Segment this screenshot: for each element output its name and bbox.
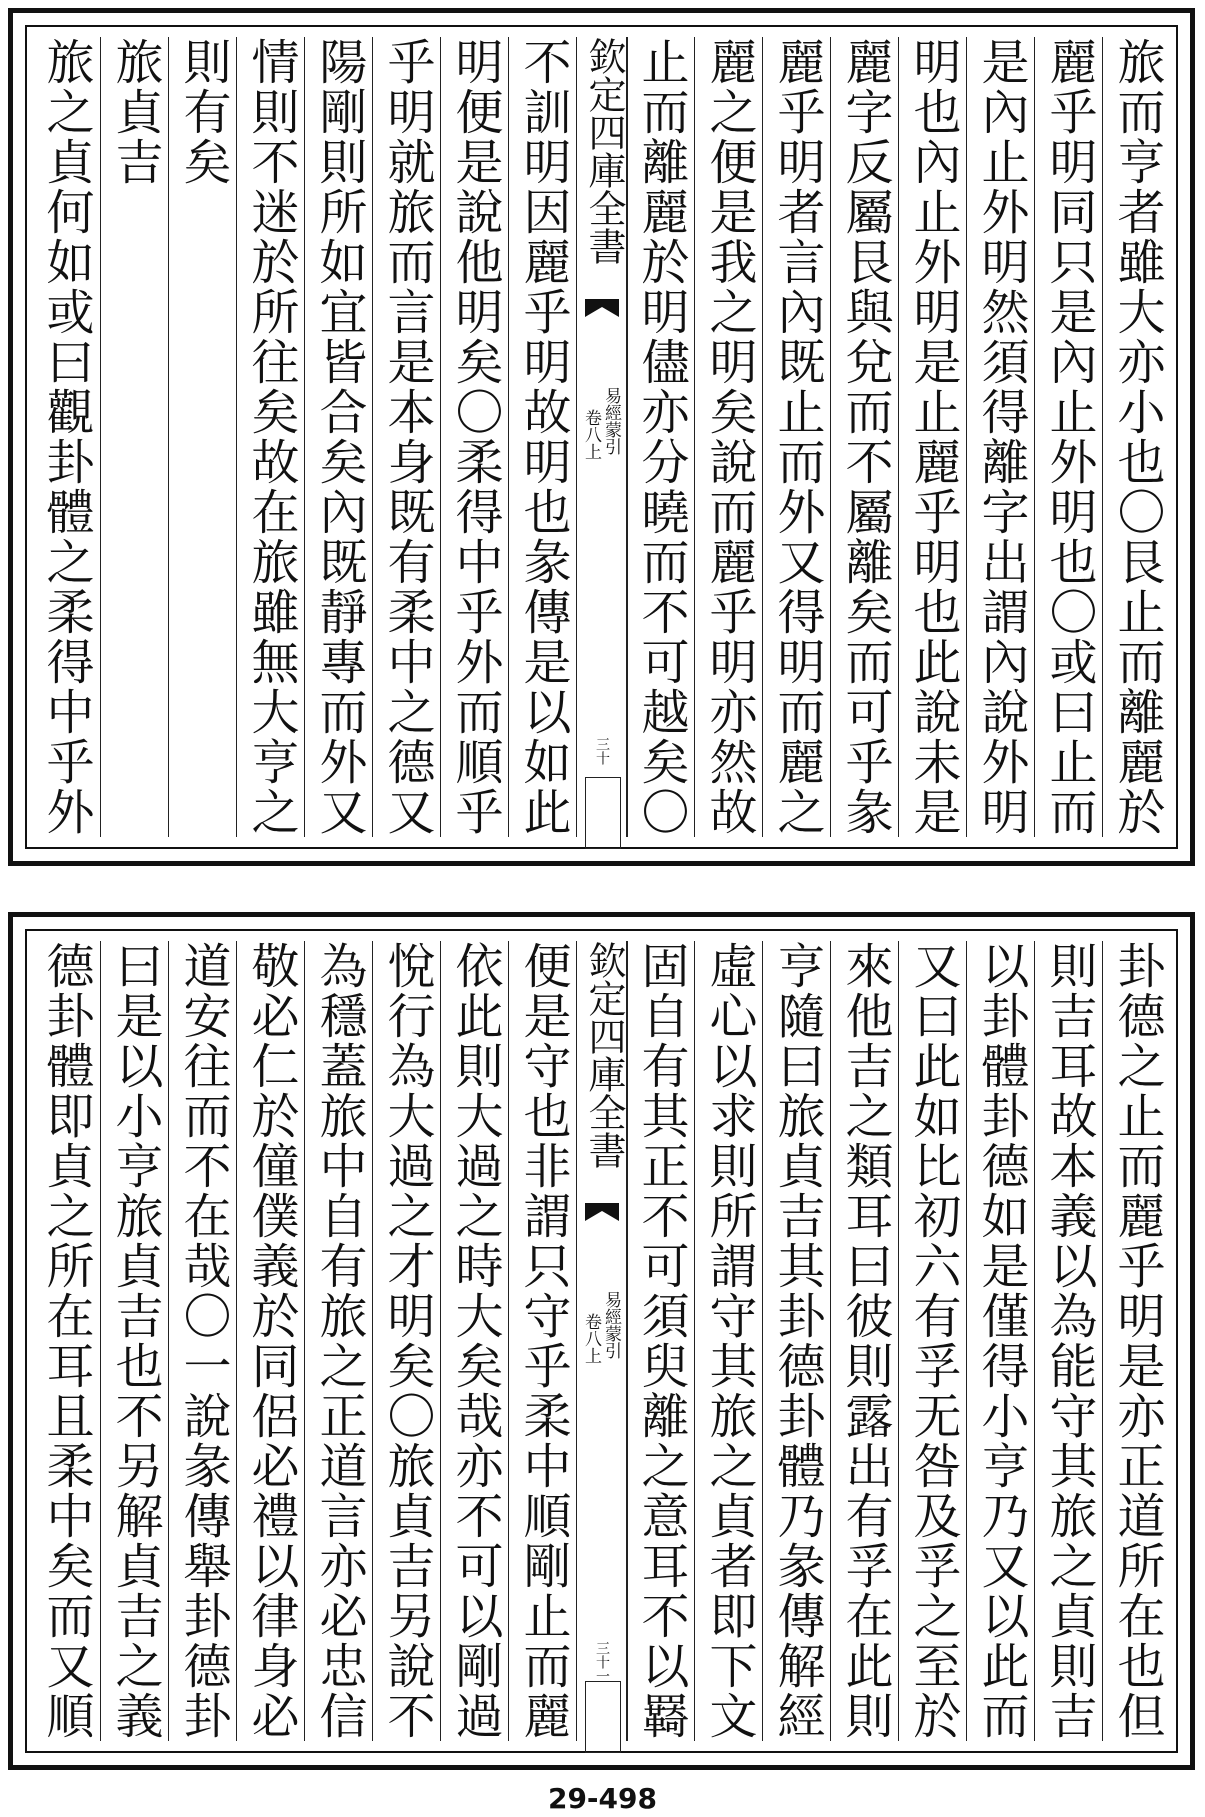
column-text: 乎明就旅而言是本身既有柔中之德又 [379, 37, 435, 837]
text-column [626, 941, 695, 1741]
volume-label: 卷八上 [581, 409, 601, 460]
text-column [236, 37, 305, 837]
column-text: 又曰此如比初六有孚无咎及孚之至於 [905, 941, 961, 1741]
text-frame-top [25, 25, 1178, 849]
text-column [236, 941, 305, 1741]
column-text: 陽剛則所如宜皆合矣內既靜專而外又 [311, 37, 367, 837]
column-text: 以卦體卦德如是僅得小亨乃又以此而 [973, 941, 1029, 1741]
column-text: 麗乎明者言內既止而外又得明而麗之 [769, 37, 825, 837]
column-text: 則有矣 [175, 37, 231, 187]
center-fold-column [576, 941, 628, 1741]
text-frame-bottom [25, 929, 1178, 1753]
text-column [898, 37, 967, 837]
column-text: 麗乎明同只是內止外明也〇或曰止而 [1041, 37, 1097, 837]
text-column [168, 37, 237, 837]
text-column [100, 37, 169, 837]
page-panel-bottom [8, 912, 1195, 1770]
text-column [1034, 37, 1103, 837]
column-text: 則吉耳故本義以為能守其旅之貞則吉 [1041, 941, 1097, 1741]
text-column [508, 941, 577, 1741]
column-text: 依此則大過之時大矣哉亦不可以剛過 [447, 941, 503, 1741]
text-column [830, 37, 899, 837]
text-column [372, 37, 441, 837]
text-column [830, 941, 899, 1741]
column-text: 旅而亨者雖大亦小也〇艮止而離麗於 [1109, 37, 1165, 837]
book-title: 易經蒙引 [601, 387, 621, 455]
column-text: 來他吉之類耳曰彼則露出有孚在此則 [837, 941, 893, 1741]
text-column [440, 37, 509, 837]
column-text: 敬必仁於僮僕義於同侶必禮以律身必 [243, 941, 299, 1741]
book-title: 易經蒙引 [601, 1291, 621, 1359]
text-column [626, 37, 695, 837]
center-fold-column [576, 37, 628, 837]
text-column [762, 37, 831, 837]
column-text: 明也內止外明是止麗乎明也此說未是 [905, 37, 961, 837]
column-text: 曰是以小亨旅貞吉也不另解貞吉之義 [107, 941, 163, 1741]
page-number: 29-498 [547, 1782, 658, 1815]
text-column [32, 941, 100, 1741]
text-column [762, 941, 831, 1741]
text-column [1102, 941, 1171, 1741]
text-column [304, 941, 373, 1741]
column-text: 固自有其正不可須臾離之意耳不以羇 [633, 941, 689, 1741]
text-column [966, 941, 1035, 1741]
leaf-number: 三十 [594, 737, 610, 765]
column-text: 為穩蓋旅中自有旅之正道言亦必忠信 [311, 941, 367, 1741]
fold-box [585, 777, 621, 849]
fish-tail-mark-icon [585, 299, 619, 317]
column-text: 亨隨曰旅貞吉其卦德卦體乃彖傳解經 [769, 941, 825, 1741]
column-text: 悅行為大過之才明矣〇旅貞吉另說不 [379, 941, 435, 1741]
column-text: 不訓明因麗乎明故明也彖傳是以如此 [515, 37, 571, 837]
column-text: 便是守也非謂只守乎柔中順剛止而麗 [515, 941, 571, 1741]
text-column [168, 941, 237, 1741]
fish-tail-mark-icon [585, 1203, 619, 1221]
text-column [694, 37, 763, 837]
column-text: 情則不迷於所往矣故在旅雖無大亨之 [243, 37, 299, 837]
text-column [372, 941, 441, 1741]
fold-box [585, 1681, 621, 1753]
column-text: 德卦體即貞之所在耳且柔中矣而又順 [38, 941, 94, 1741]
text-column [32, 37, 100, 837]
leaf-number: 三十一 [594, 1641, 610, 1683]
column-text: 明便是說他明矣〇柔得中乎外而順乎 [447, 37, 503, 837]
text-column [1034, 941, 1103, 1741]
text-column [440, 941, 509, 1741]
column-text: 道安往而不在哉〇一說彖傳舉卦德卦 [175, 941, 231, 1741]
column-text: 旅之貞何如或曰觀卦體之柔得中乎外 [38, 37, 94, 837]
collection-title: 欽定四庫全書 [582, 37, 626, 265]
text-column [966, 37, 1035, 837]
column-text: 卦德之止而麗乎明是亦正道所在也但 [1109, 941, 1165, 1741]
column-text: 麗字反屬艮與兌而不屬離矣而可乎彖 [837, 37, 893, 837]
column-text: 虛心以求則所謂守其旅之貞者即下文 [701, 941, 757, 1741]
column-text: 旅貞吉 [107, 37, 163, 187]
column-text: 止而離麗於明儘亦分曉而不可越矣〇 [633, 37, 689, 837]
text-column [508, 37, 577, 837]
volume-label: 卷八上 [581, 1313, 601, 1364]
text-column [304, 37, 373, 837]
text-column [898, 941, 967, 1741]
text-column [1102, 37, 1171, 837]
column-text: 麗之便是我之明矣說而麗乎明亦然故 [701, 37, 757, 837]
column-text: 是內止外明然須得離字出謂內說外明 [973, 37, 1029, 837]
text-column [100, 941, 169, 1741]
page-panel-top [8, 8, 1195, 866]
collection-title: 欽定四庫全書 [582, 941, 626, 1169]
text-column [694, 941, 763, 1741]
